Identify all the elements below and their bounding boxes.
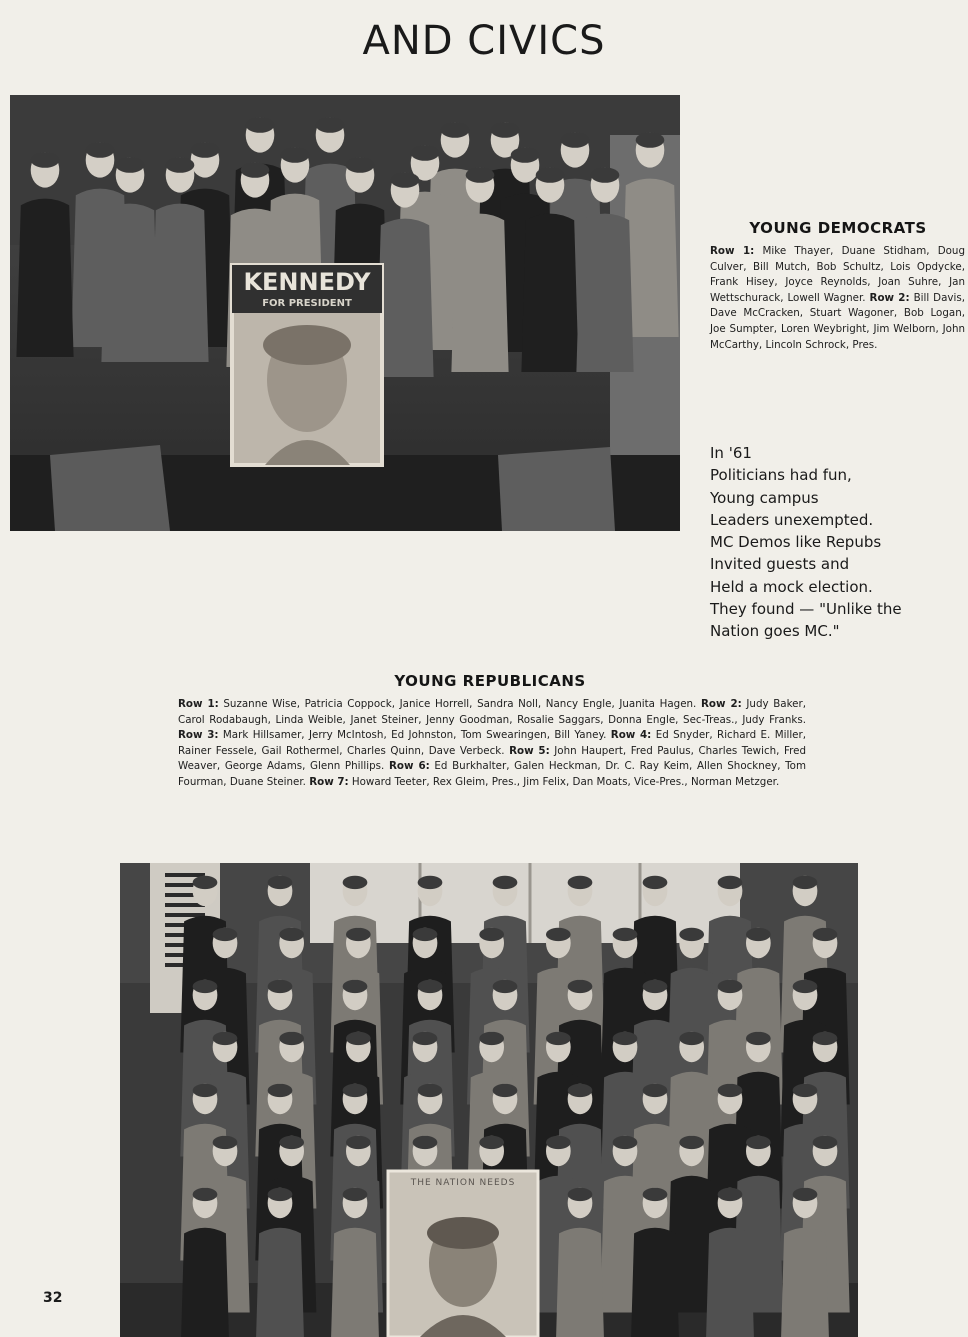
poem-line: Politicians had fun,	[710, 466, 852, 485]
kennedy-sign-subtext: FOR PRESIDENT	[262, 298, 352, 309]
person-silhouette	[705, 1228, 754, 1337]
rep-row-names: Ed Snyder, Richard E. Miller, Rainer Fessele, Gail Rothermel, Charles Quinn, Dave Verbeck.	[178, 729, 807, 757]
poem-line: In '61	[710, 444, 752, 462]
person-silhouette	[630, 1228, 679, 1337]
rep-row-names: Judy Baker, Carol Rodabaugh, Linda Weible, Janet Steiner, Jenny Goodman, Rosalie Saggars, Donna Engle, Sec-Treas., Judy Franks.	[178, 698, 807, 726]
person-silhouette	[330, 1228, 379, 1337]
young-democrats-photo	[10, 95, 680, 531]
rep-row-label: Row 1:	[178, 698, 219, 710]
person-silhouette	[255, 1228, 304, 1337]
person-silhouette	[16, 199, 73, 357]
rep-row-label: Row 6:	[388, 760, 430, 773]
person-silhouette	[376, 219, 433, 377]
rep-row-names: Howard Teeter, Rex Gleim, Pres., Jim Felix, Dan Moats, Vice-Pres., Norman Metzger.	[351, 775, 780, 788]
person-silhouette	[521, 214, 578, 372]
poem-line: Leaders unexempted.	[710, 510, 874, 529]
nixon-sign-text: THE NATION NEEDS	[410, 1178, 516, 1188]
poem-line: They found — "Unlike the	[710, 600, 902, 619]
dem-row-label: Row 2:	[869, 291, 910, 304]
rep-row-names: John Haupert, Fred Paulus, Charles Tewich, Fred Weaver, George Adams, Glenn Phillips.	[178, 744, 807, 773]
rep-row-names: Mark Hillsamer, Jerry McIntosh, Ed Johnston, Tom Swearingen, Bill Yaney.	[222, 729, 607, 742]
person-silhouette	[151, 204, 208, 362]
dem-row-names: Mike Thayer, Duane Stidham, Doug Culver, Bill Mutch, Bob Schultz, Lois Opdycke, Frank Hisey, Joyce Reynolds, Joan Suhre, Jan Wettschurack, Lowell Wagner.	[710, 245, 965, 304]
rep-row-label: Row 2:	[700, 698, 742, 710]
poem-line: Nation goes MC."	[710, 622, 840, 641]
person-silhouette	[101, 204, 158, 362]
rep-row-names: Ed Burkhalter, Galen Heckman, Dr. C. Ray Keim, Allen Shockney, Tom Fourman, Duane Steiner.	[178, 760, 807, 788]
kennedy-sign-text: KENNEDY	[243, 268, 371, 296]
rep-row-label: Row 3:	[178, 729, 219, 742]
young-democrats-roster	[710, 244, 965, 353]
rep-row-label: Row 4:	[610, 729, 652, 742]
poem-line: Invited guests and	[710, 555, 850, 574]
poem-line: MC Demos like Repubs	[710, 533, 882, 552]
rep-row-names: Suzanne Wise, Patricia Coppock, Janice Horrell, Sandra Noll, Nancy Engle, Juanita Hagen.	[223, 698, 697, 710]
young-republicans-heading: YOUNG REPUBLICANS	[394, 672, 586, 690]
person-silhouette	[555, 1228, 604, 1337]
dem-row-label: Row 1:	[710, 245, 755, 257]
poem-line: Young campus	[710, 488, 819, 507]
person-silhouette	[451, 214, 508, 372]
poem	[710, 442, 968, 643]
rep-row-label: Row 7:	[309, 775, 349, 788]
young-republicans-photo	[120, 863, 858, 1337]
person-silhouette	[780, 1228, 829, 1337]
page-number: 32	[43, 1290, 63, 1306]
dem-row-names: Bill Davis, Dave McCracken, Stuart Wagoner, Bob Logan, Joe Sumpter, Loren Weybright, Jim Welborn, John McCarthy, Lincoln Schrock, Pres.	[710, 291, 965, 351]
person-silhouette	[576, 214, 633, 372]
person-silhouette	[180, 1228, 229, 1337]
young-republicans-roster	[178, 697, 806, 791]
poem-line: Held a mock election.	[710, 577, 873, 596]
page-title: AND CIVICS	[362, 18, 606, 64]
rep-row-label: Row 5:	[509, 744, 550, 757]
young-democrats-heading: YOUNG DEMOCRATS	[749, 219, 927, 237]
